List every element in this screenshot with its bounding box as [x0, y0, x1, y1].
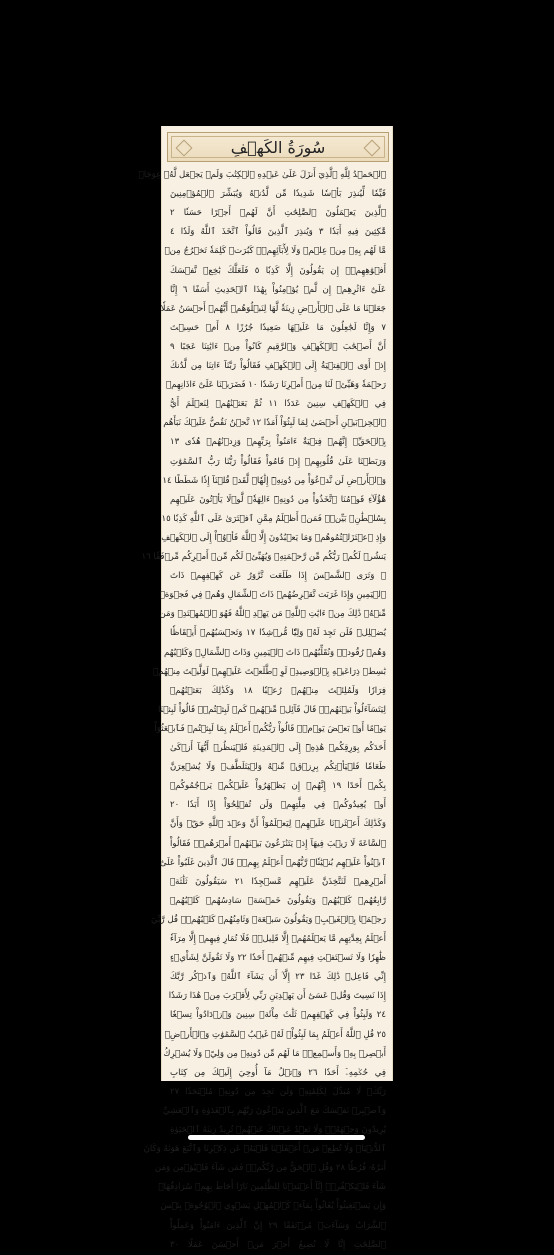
- verse-line: بَٰسِطٞ ذِرَاعَيۡهِ بِٱلۡوَصِيدِۚ لَوِ ٱطَّلَعۡتَ عَلَيۡهِمۡ لَوَلَّيۡتَ مِنۡهُمۡ: [153, 666, 386, 677]
- verse-line: ظَٰهِرٗا وَلَا تَسۡتَفۡتِ فِيهِم مِّنۡهُمۡ أَحَدٗا ٢٢ وَلَا تَقُولَنَّ لِشَاْيۡءٍ: [170, 953, 386, 964]
- verse-line: جَعَلۡنَا مَا عَلَى ٱلۡأَرۡضِ زِينَةٗ لَّهَا لِنَبۡلُوَهُمۡ أَيُّهُمۡ أَحۡسَنُ عَمَلٗا: [160, 303, 386, 314]
- verse-line: بِسُلۡطَٰنِۭ بَيِّنٖۖ فَمَنۡ أَظۡلَمُ مِمَّنِ ٱفۡتَرَىٰ عَلَى ٱللَّهِ كَذِبٗا ١٥: [161, 513, 386, 524]
- verse-line: وَكَذَٰلِكَ أَعۡثَرۡنَا عَلَيۡهِمۡ لِيَعۡلَمُوٓاْ أَنَّ وَعۡدَ ٱللَّهِ حَقّٞ وَأَنَّ: [170, 819, 386, 830]
- verse-line: إِذَا نَسِيتَ وَقُلۡ عَسَىٰٓ أَن يَهۡدِيَنِ رَبِّي لِأَقۡرَبَ مِنۡ هَٰذَا رَشَدٗا: [168, 991, 386, 1002]
- verse-line: وَٱصۡبِرۡ نَفۡسَكَ مَعَ ٱلَّذِينَ يَدۡعُونَ رَبَّهُم بِٱلۡغَدَوٰةِ وَٱلۡعَشِيِّ: [163, 1105, 386, 1116]
- ornament-icon: [176, 140, 193, 157]
- verse-line: وَإِذِ ٱعۡتَزَلۡتُمُوهُمۡ وَمَا يَعۡبُدُونَ إِلَّا ٱللَّهَ فَأۡوُۥٓاْ إِلَى ٱلۡكَهۡفِ: [161, 532, 386, 543]
- verse-line: ٱلۡحِزۡبَيۡنِ أَحۡصَىٰ لِمَا لَبِثُوٓاْ أَمَدٗا ١٢ نَّحۡنُ نَقُصُّ عَلَيۡكَ نَبَأَهُم: [163, 418, 386, 429]
- verse-line: وَرَبَطۡنَا عَلَىٰ قُلُوبِهِمۡ إِذۡ قَامُواْ فَقَالُواْ رَبُّنَا رَبُّ ٱلسَّمَٰوَٰتِ: [170, 456, 386, 467]
- verse-line: لِيَتَسَآءَلُواْ بَيۡنَهُمۡۚ قَالَ قَآئِلٞ مِّنۡهُمۡ كَمۡ لَبِثۡتُمۡۖ قَالُواْ لَبِثۡنَا: [157, 704, 386, 715]
- verse-line: إِذۡ أَوَى ٱلۡفِتۡيَةُ إِلَى ٱلۡكَهۡفِ فَقَالُواْ رَبَّنَآ ءَاتِنَا مِن لَّدُنكَ: [170, 361, 386, 371]
- verse-line: بِٱلۡحَقِّۚ إِنَّهُمۡ فِتۡيَةٌ ءَامَنُواْ بِرَبِّهِمۡ وَزِدۡنَٰهُمۡ هُدٗى ١٣: [170, 437, 386, 448]
- verse-line: ٱلصَّٰلِحَٰتِ إِنَّا لَا نُضِيعُ أَجۡرَ مَنۡ أَحۡسَنَ عَمَلًا ٣٠: [170, 1239, 386, 1250]
- surah-title: سُورَةُ الكَهۡفِ: [230, 137, 326, 157]
- verse-line: رَبِّكَۖ لَا مُبَدِّلَ لِكَلِمَٰتِهِۦ وَلَن تَجِدَ مِن دُونِهِۦ مُلۡتَحَدٗا ٢٧: [170, 1086, 386, 1097]
- verse-line: إِنِّي فَاعِلٞ ذَٰلِكَ غَدًا ٢٣ إِلَّآ أَن يَشَآءَ ٱللَّهُۚ وَٱذۡكُر رَّبَّكَ: [170, 972, 386, 983]
- verse-line: عَلَىٰٓ ءَاثَٰرِهِمۡ إِن لَّمۡ يُؤۡمِنُواْ بِهَٰذَا ٱلۡحَدِيثِ أَسَفًا ٦ إِنَّا: [170, 284, 386, 295]
- verse-line: مَّا لَهُم بِهِۦ مِنۡ عِلۡمٖ وَلَا لِأٓبَآئِهِمۡۚ كَبُرَتۡ كَلِمَةٗ تَخۡرُجُ مِنۡ: [164, 246, 386, 257]
- verse-line: رَّابِعُهُمۡ كَلۡبُهُمۡ وَيَقُولُونَ خَمۡسَةٞ سَادِسُهُمۡ كَلۡبُهُمۡ: [170, 895, 386, 906]
- verse-line: مَّٰكِثِينَ فِيهِ أَبَدٗا ٣ وَيُنذِرَ ٱلَّذِينَ قَالُواْ ٱتَّخَذَ ٱللَّهُ وَلَدٗا ٤: [170, 227, 386, 238]
- verse-line: هَٰٓؤُلَآءِ قَوۡمُنَا ٱتَّخَذُواْ مِن دُونِهِۦٓ ءَالِهَةٗۖ لَّوۡلَا يَأۡتُونَ عَلَيۡهِم: [170, 494, 386, 505]
- verse-line: ٢٥ قُلِ ٱللَّهُ أَعۡلَمُ بِمَا لَبِثُواْۖ لَهُۥ غَيۡبُ ٱلسَّمَٰوَٰتِ وَٱلۡأَرۡضِۖ: [164, 1029, 386, 1040]
- verse-line: فِي حُكۡمِهِۦٓ أَحَدٗا ٢٦ وَٱتۡلُ مَآ أُوحِيَ إِلَيۡكَ مِن كِتَابِ: [170, 1067, 387, 1078]
- verse-line: فِي ٱلۡكَهۡفِ سِنِينَ عَدَدٗا ١١ ثُمَّ بَعَثۡنَٰهُمۡ لِنَعۡلَمَ أَيُّ: [170, 399, 386, 410]
- verse-line: أَوۡ يُعِيدُوكُمۡ فِي مِلَّتِهِمۡ وَلَن تُفۡلِحُوٓاْ إِذًا أَبَدٗا ٢٠: [170, 800, 386, 811]
- verse-line: ٱلدُّنۡيَاۖ وَلَا تُطِعۡ مَنۡ أَغۡفَلۡنَا قَلۡبَهُۥ عَن ذِكۡرِنَا وَٱتَّبَعَ هَوَىٰهُ وَكَانَ: [143, 1144, 386, 1155]
- verse-line: ٱلسَّاعَةَ لَا رَيۡبَ فِيهَآ إِذۡ يَتَنَٰزَعُونَ بَيۡنَهُمۡ أَمۡرَهُمۡۖ فَقَالُواْ: [170, 838, 386, 849]
- verse-line: قَيِّمٗا لِّيُنذِرَ بَأۡسٗا شَدِيدٗا مِّن لَّدُنۡهُ وَيُبَشِّرَ ٱلۡمُؤۡمِنِينَ: [170, 189, 386, 200]
- verse-line: وَٱلۡأَرۡضِ لَن نَّدۡعُوَاْ مِن دُونِهِۦٓ إِلَٰهٗاۖ لَّقَدۡ قُلۡنَآ إِذٗا شَطَطًا ١٤: [162, 475, 386, 486]
- verse-line: أَمۡرُهُۥ فُرُطٗا ٢٨ وَقُلِ ٱلۡحَقُّ مِن رَّبِّكُمۡۖ فَمَن شَآءَ فَلۡيُؤۡمِن وَمَن: [154, 1163, 386, 1174]
- quran-text-block: [138, 166, 387, 1250]
- verse-line: ٱلَّذِينَ يَعۡمَلُونَ ٱلصَّٰلِحَٰتِ أَنَّ لَهُمۡ أَجۡرًا حَسَنٗا ٢: [170, 208, 386, 219]
- ornament-icon: [364, 140, 381, 157]
- verse-line: وَإِن يَسۡتَغِيثُواْ يُغَاثُواْ بِمَآءٖ كَٱلۡمُهۡلِ يَشۡوِي ٱلۡوُجُوهَۚ بِئۡسَ: [160, 1201, 386, 1212]
- verse-line: ۞ وَتَرَى ٱلشَّمۡسَ إِذَا طَلَعَت تَّزَٰوَرُ عَن كَهۡفِهِمۡ ذَاتَ: [170, 571, 386, 582]
- verse-line: يُرِيدُونَ وَجۡهَهُۥۖ وَلَا تَعۡدُ عَيۡنَاكَ عَنۡهُمۡ تُرِيدُ زِينَةَ ٱلۡحَيَوٰةِ: [170, 1125, 386, 1135]
- home-indicator[interactable]: [188, 1135, 365, 1140]
- verse-line: ٱبۡنُواْ عَلَيۡهِم بُنۡيَٰنٗاۖ رَّبُّهُمۡ أَعۡلَمُ بِهِمۡۚ قَالَ ٱلَّذِينَ غَلَبُواْ عَلَىٰٓ: [159, 857, 386, 868]
- verse-line: ٱلۡيَمِينِ وَإِذَا غَرَبَت تَّقۡرِضُهُمۡ ذَاتَ ٱلشِّمَالِ وَهُمۡ فِي فَجۡوَةٖ: [159, 590, 386, 601]
- verse-line: يَنشُرۡ لَكُمۡ رَبُّكُم مِّن رَّحۡمَتِهِۦ وَيُهَيِّئۡ لَكُم مِّنۡ أَمۡرِكُم مِّرۡفَقٗا ١٦: [141, 552, 386, 562]
- verse-line: ٱلۡحَمۡدُ لِلَّهِ ٱلَّذِيٓ أَنزَلَ عَلَىٰ عَبۡدِهِ ٱلۡكِتَٰبَ وَلَمۡ يَجۡعَل لَّهُۥ عِوَجَاۜ: [138, 170, 386, 180]
- verse-line: رَحۡمَةٗ وَهَيِّئۡ لَنَا مِنۡ أَمۡرِنَا رَشَدٗا ١٠ فَضَرَبۡنَا عَلَىٰٓ ءَاذَانِهِمۡ: [166, 380, 386, 391]
- verse-line: أَبۡصِرۡ بِهِۦ وَأَسۡمِعۡۚ مَا لَهُم مِّن دُونِهِۦ مِن وَلِيّٖ وَلَا يُشۡرِكُ: [163, 1048, 386, 1059]
- verse-line: أَعۡلَمُ بِعِدَّتِهِم مَّا يَعۡلَمُهُمۡ إِلَّا قَلِيلٞۗ فَلَا تُمَارِ فِيهِمۡ إِلَّا مِرَآءٗ: [170, 934, 386, 944]
- verse-line: أَحَدَكُم بِوَرِقِكُمۡ هَٰذِهِۦٓ إِلَى ٱلۡمَدِينَةِ فَلۡيَنظُرۡ أَيُّهَآ أَزۡكَىٰ: [170, 743, 386, 753]
- verse-line: ٱلشَّرَابُ وَسَآءَتۡ مُرۡتَفَقًا ٢٩ إِنَّ ٱلَّذِينَ ءَامَنُواْ وَعَمِلُواْ: [170, 1220, 386, 1231]
- verse-line: وَهُمۡ رُقُودٞۚ وَنُقَلِّبُهُمۡ ذَاتَ ٱلۡيَمِينِ وَذَاتَ ٱلشِّمَالِۖ وَكَلۡبُهُم: [163, 647, 386, 658]
- verse-line: شَآءَ فَلۡيَكۡفُرۡۚ إِنَّآ أَعۡتَدۡنَا لِلظَّٰلِمِينَ نَارًا أَحَاطَ بِهِمۡ سُرَادِقُهَاۚ: [158, 1182, 386, 1193]
- mushaf-page: [138, 126, 393, 1250]
- surah-header-inner: [171, 136, 385, 158]
- verse-line: أَنَّ أَصۡحَٰبَ ٱلۡكَهۡفِ وَٱلرَّقِيمِ كَانُواْ مِنۡ ءَايَٰتِنَا عَجَبًا ٩: [170, 341, 386, 352]
- verse-line: مِّنۡهُۚ ذَٰلِكَ مِنۡ ءَايَٰتِ ٱللَّهِۗ مَن يَهۡدِ ٱللَّهُ فَهُوَ ٱلۡمُهۡتَدِۖ وَمَن: [159, 609, 386, 620]
- verse-line: بِكُمۡ أَحَدًا ١٩ إِنَّهُمۡ إِن يَظۡهَرُواْ عَلَيۡكُمۡ يَرۡجُمُوكُمۡ: [170, 781, 387, 792]
- verse-line: فِرَارٗا وَلَمُلِئۡتَ مِنۡهُمۡ رُعۡبٗا ١٨ وَكَذَٰلِكَ بَعَثۡنَٰهُمۡ: [170, 685, 387, 696]
- verse-line: طَعَامٗا فَلۡيَأۡتِكُم بِرِزۡقٖ مِّنۡهُ وَلۡيَتَلَطَّفۡ وَلَا يُشۡعِرَنَّ: [170, 762, 386, 773]
- verse-line: يُضۡلِلۡ فَلَن تَجِدَ لَهُۥ وَلِيّٗا مُّرۡشِدٗا ١٧ وَتَحۡسَبُهُمۡ أَيۡقَاظٗا: [170, 628, 387, 639]
- verse-line: أَمۡرِهِمۡ لَنَتَّخِذَنَّ عَلَيۡهِم مَّسۡجِدٗا ٢١ سَيَقُولُونَ ثَلَٰثَةٞ: [170, 876, 386, 887]
- verse-line: أَفۡوَٰهِهِمۡۚ إِن يَقُولُونَ إِلَّا كَذِبٗا ٥ فَلَعَلَّكَ بَٰخِعٞ نَّفۡسَكَ: [170, 265, 386, 276]
- verse-line: يَوۡمًا أَوۡ بَعۡضَ يَوۡمٖۚ قَالُواْ رَبُّكُمۡ أَعۡلَمُ بِمَا لَبِثۡتُمۡ فَٱبۡعَثُوٓاْ: [154, 723, 386, 734]
- surah-header-frame: [167, 132, 389, 162]
- verse-line: ٢٤ وَلَبِثُواْ فِي كَهۡفِهِمۡ ثَلَٰثَ مِاْئَةٖ سِنِينَ وَٱزۡدَادُواْ تِسۡعٗا: [170, 1010, 386, 1021]
- verse-line: رَجۡمَۢا بِٱلۡغَيۡبِۖ وَيَقُولُونَ سَبۡعَةٞ وَثَامِنُهُمۡ كَلۡبُهُمۡۚ قُل رَّبِّيٓ: [150, 914, 386, 925]
- verse-line: ٧ وَإِنَّا لَجَٰعِلُونَ مَا عَلَيۡهَا صَعِيدٗا جُرُزًا ٨ أَمۡ حَسِبۡتَ: [170, 322, 386, 333]
